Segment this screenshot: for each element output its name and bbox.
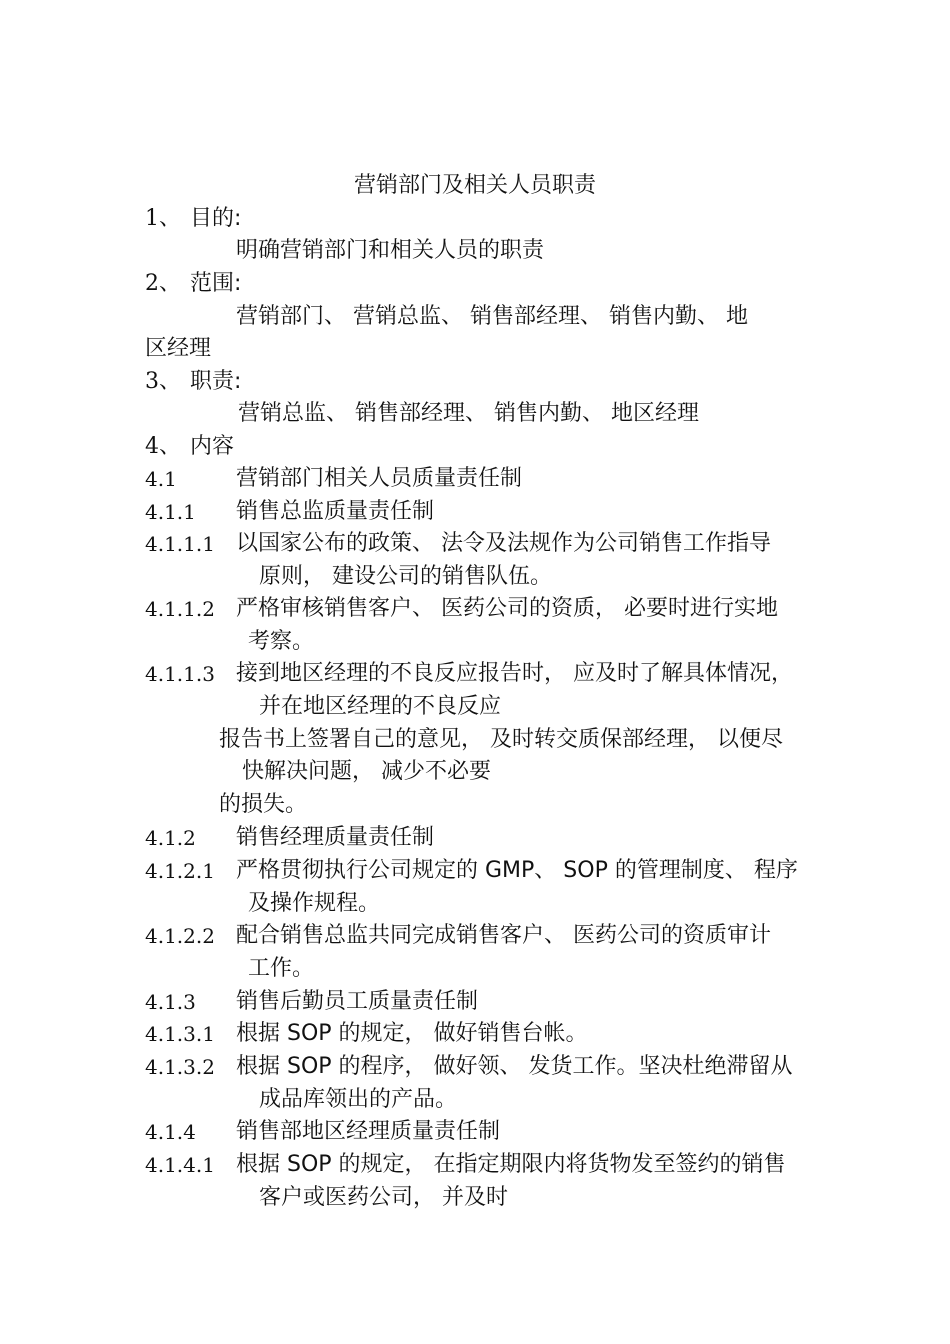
section-number: 2、 [145, 271, 181, 296]
item-number: 4.1.2.2 [145, 924, 215, 948]
item-number: 4.1.3.2 [145, 1055, 215, 1079]
item-text: 接到地区经理的不良反应报告时， 应及时了解具体情况， [236, 661, 793, 686]
item-text-continued: 客户或医药公司， 并及时 [259, 1185, 508, 1210]
item-text-continued: 工作。 [248, 956, 315, 981]
item-text-continued: 快解决问题， 减少不必要 [242, 759, 491, 784]
section-body: 明确营销部门和相关人员的职责 [236, 238, 545, 263]
item-text: 报告书上签署自己的意见， 及时转交质保部经理， 以便尽 [219, 727, 783, 752]
section-heading: 目的: [190, 206, 242, 231]
item-text: 销售经理质量责任制 [236, 825, 435, 850]
item-number: 4.1.1 [145, 500, 196, 524]
item-text: 销售后勤员工质量责任制 [236, 989, 479, 1014]
section-heading: 内容 [190, 434, 235, 459]
document-title: 营销部门及相关人员职责 [353, 173, 596, 198]
section-number: 3、 [145, 369, 181, 394]
item-text: 严格审核销售客户、 医药公司的资质， 必要时进行实地 [236, 596, 778, 621]
item-text-continued: 考察。 [248, 629, 315, 654]
item-text: 严格贯彻执行公司规定的 GMP、 SOP 的管理制度、 程序 [236, 858, 798, 883]
item-number: 4.1.1.2 [145, 597, 215, 621]
section-number: 1、 [145, 206, 181, 231]
item-text: 根据 SOP 的程序， 做好领、 发货工作。坚决杜绝滞留从 [236, 1054, 793, 1079]
item-number: 4.1.3 [145, 990, 196, 1014]
item-text-continued: 并在地区经理的不良反应 [259, 694, 502, 719]
item-number: 4.1.3.1 [145, 1022, 215, 1046]
item-text: 销售部地区经理质量责任制 [236, 1119, 501, 1144]
item-number: 4.1.1.3 [145, 662, 215, 686]
section-body: 营销总监、 销售部经理、 销售内勤、 地区经理 [238, 401, 699, 426]
item-text: 的损失。 [219, 792, 308, 817]
item-number: 4.1.4 [145, 1120, 196, 1144]
item-text: 根据 SOP 的规定， 做好销售台帐。 [236, 1021, 588, 1046]
item-number: 4.1.1.1 [145, 532, 215, 556]
item-number: 4.1.2.1 [145, 859, 215, 883]
item-text: 配合销售总监共同完成销售客户、 医药公司的资质审计 [236, 923, 771, 948]
item-number: 4.1 [145, 467, 177, 491]
section-body-continued: 区经理 [145, 336, 212, 361]
item-text-continued: 原则， 建设公司的销售队伍。 [259, 564, 552, 589]
item-text-continued: 成品库领出的产品。 [259, 1087, 458, 1112]
item-text-continued: 及操作规程。 [248, 891, 381, 916]
section-heading: 范围: [190, 271, 242, 296]
item-text: 销售总监质量责任制 [236, 499, 435, 524]
item-number: 4.1.2 [145, 826, 196, 850]
item-text: 以国家公布的政策、 法令及法规作为公司销售工作指导 [236, 531, 771, 556]
section-number: 4、 [145, 434, 181, 459]
section-body: 营销部门、 营销总监、 销售部经理、 销售内勤、 地 [236, 304, 748, 329]
item-number: 4.1.4.1 [145, 1153, 215, 1177]
item-text: 营销部门相关人员质量责任制 [236, 466, 523, 491]
item-text: 根据 SOP 的规定， 在指定期限内将货物发至签约的销售 [236, 1152, 786, 1177]
section-heading: 职责: [190, 369, 242, 394]
